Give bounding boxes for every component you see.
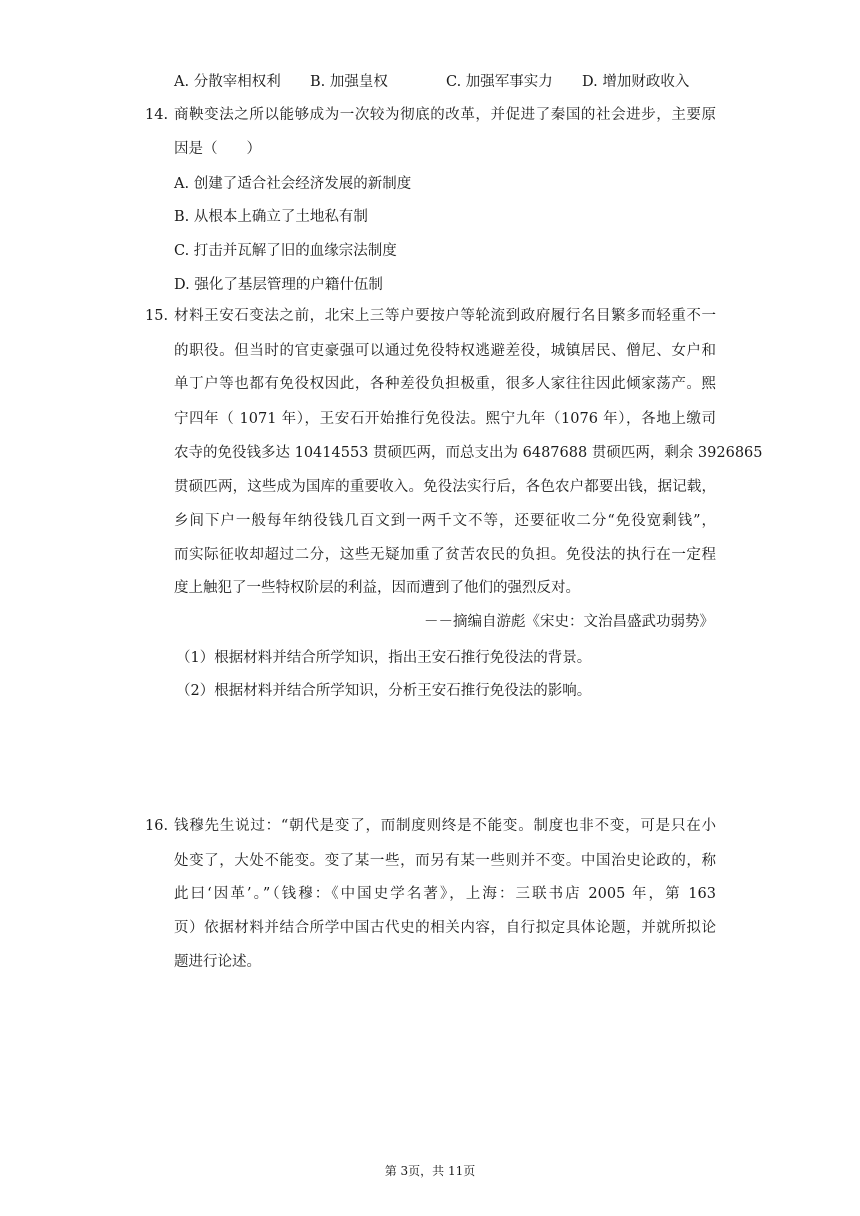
q15-material-line: 贯硕匹两，这些成为国库的重要收入。免役法实行后，各色农户都要出钱，据记载， bbox=[174, 479, 716, 495]
q15-material-line: 度上触犯了一些特权阶层的利益，因而遭到了他们的强烈反对。 bbox=[174, 580, 580, 596]
q16-stem-line: 此曰‘因革’。”（钱穆：《中国史学名著》，上海：三联书店 2005 年，第 163 bbox=[174, 886, 716, 902]
q14-stem-line: 因是（ ） bbox=[174, 141, 261, 157]
q13-option-c[interactable]: C. 加强军事实力 bbox=[446, 74, 553, 90]
q15-source-citation: －－摘编自游彪《宋史：文治昌盛武功弱势》 bbox=[424, 614, 714, 630]
q15-material-line: 乡间下户一般每年纳役钱几百文到一两千文不等，还要征收二分“免役宽剩钱”， bbox=[174, 513, 716, 529]
q16-stem-line: 处变了，大处不能变。变了某一些，而另有某一些则并不变。中国治史论政的，称 bbox=[174, 853, 716, 869]
page-footer: 第 3页，共 11页 bbox=[384, 1164, 476, 1178]
q14-option-a[interactable]: A. 创建了适合社会经济发展的新制度 bbox=[174, 176, 412, 192]
q14-option-b[interactable]: B. 从根本上确立了土地私有制 bbox=[174, 209, 368, 225]
q15-material-line: 的职役。但当时的官吏豪强可以通过免役特权逃避差役，城镇居民、僧尼、女户和 bbox=[174, 343, 716, 359]
q14-stem-line: 商鞅变法之所以能够成为一次较为彻底的改革，并促进了秦国的社会进步，主要原 bbox=[174, 107, 716, 123]
q16-stem-line: 题进行论述。 bbox=[174, 954, 261, 970]
q15-subquestion-2: （2）根据材料并结合所学知识，分析王安石推行免役法的影响。 bbox=[176, 683, 592, 699]
q14-option-c[interactable]: C. 打击并瓦解了旧的血缘宗法制度 bbox=[174, 243, 397, 259]
q15-number: 15. bbox=[145, 308, 169, 324]
q16-stem-line: 钱穆先生说过：“朝代是变了，而制度则终是不能变。制度也非不变，可是只在小 bbox=[174, 818, 716, 834]
q15-material-line: 农寺的免役钱多达 10414553 贯硕匹两，而总支出为 6487688 贯硕匹两，剩余 3926865 bbox=[174, 445, 763, 461]
q15-material-line: 而实际征收却超过二分，这些无疑加重了贫苦农民的负担。免役法的执行在一定程 bbox=[174, 547, 716, 563]
q13-option-a[interactable]: A. 分散宰相权利 bbox=[174, 74, 281, 90]
q14-option-d[interactable]: D. 强化了基层管理的户籍什伍制 bbox=[174, 277, 383, 293]
q15-material-line: 单丁户等也都有免役权因此，各种差役负担极重，很多人家往往因此倾家荡产。熙 bbox=[174, 376, 716, 392]
q13-option-b[interactable]: B. 加强皇权 bbox=[310, 74, 388, 90]
q16-stem-line: 页）依据材料并结合所学中国古代史的相关内容，自行拟定具体论题，并就所拟论 bbox=[174, 920, 716, 936]
q15-material-line: 宁四年（ 1071 年），王安石开始推行免役法。熙宁九年（1076 年），各地上缴司 bbox=[174, 411, 716, 427]
q13-option-d[interactable]: D. 增加财政收入 bbox=[582, 74, 690, 90]
q14-number: 14. bbox=[145, 107, 169, 123]
q15-subquestion-1: （1）根据材料并结合所学知识，指出王安石推行免役法的背景。 bbox=[176, 650, 592, 666]
q16-number: 16. bbox=[145, 818, 169, 834]
q15-material-line: 材料王安石变法之前，北宋上三等户要按户等轮流到政府履行名目繁多而轻重不一 bbox=[174, 308, 716, 324]
